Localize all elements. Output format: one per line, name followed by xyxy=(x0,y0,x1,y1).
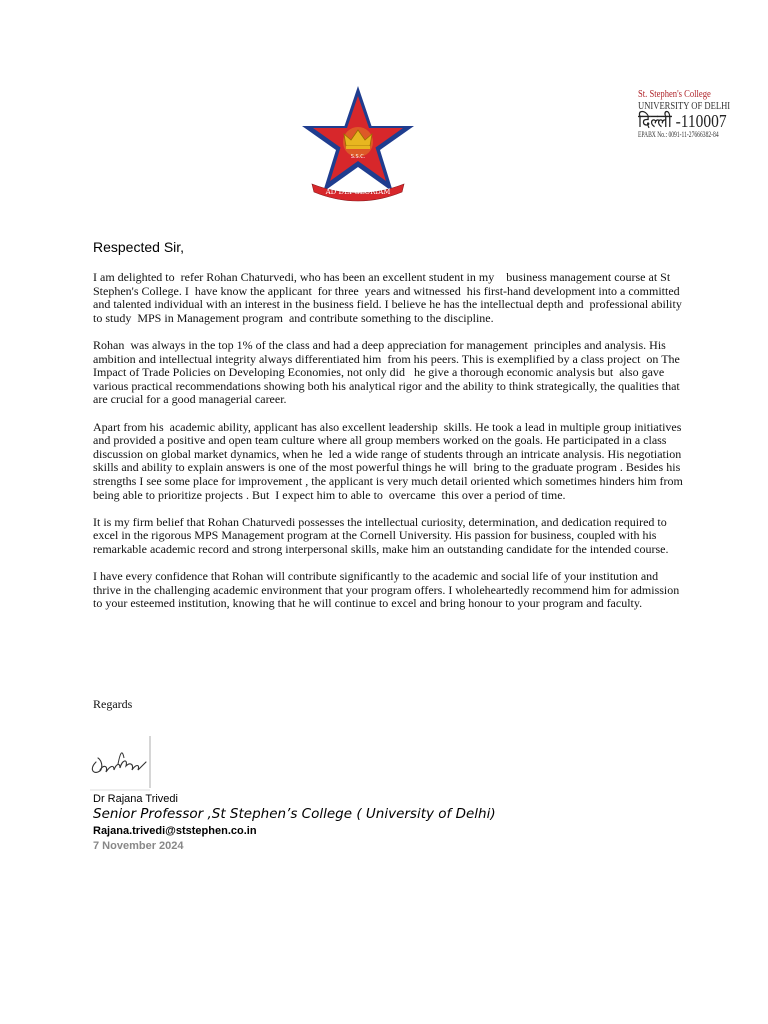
paragraph: I am delighted to refer Rohan Chaturvedi, who has been an excellent student in my business management course at St Stephen's College. I have know the applicant for three years and witnessed his first-hand development into a committed and talented individual with an interest in the business field. I believe he has the intellectual depth and professional ability to study MPS in Management program and contribute something to the discipline. xyxy=(93,270,686,325)
paragraph: Rohan was always in the top 1% of the class and had a deep appreciation for management principles and analysis. His ambition and intellectual integrity always differentiated him from his peers. This is exemplified by a class project on The Impact of Trade Policies on Developing Economies, not only did he give a thorough economic analysis but also gave various practical recommendations showing both his analytical rigor and the ability to think strategically, the qualities that are crucial for a good managerial career. xyxy=(93,337,683,407)
stamp-college-name: St. Stephen's College xyxy=(638,88,711,100)
paragraph: I have every confidence that Rohan will contribute significantly to the academic and social life of your institution and thrive in the challenging academic environment that your program offers. I wholeheartedly recommend him for admission to your esteemed institution, knowing that he will continue to excel and bring honour to your program and faculty. xyxy=(93,569,683,611)
paragraph: It is my firm belief that Rohan Chaturvedi possesses the intellectual curiosity, determination, and dedication required to excel in the rigorous MPS Management program at the Cornell University. His passion for business, coupled with his remarkable academic record and strong interpersonal skills, make him an outstanding candidate for the intended course. xyxy=(93,514,670,556)
closing: Regards xyxy=(93,697,133,711)
signatory-title: Senior Professor ,St Stephen’s College ( University of Delhi) xyxy=(93,806,496,822)
signatory-email[interactable]: Rajana.trivedi@ststephen.co.in xyxy=(93,825,257,837)
letter-date: 7 November 2024 xyxy=(93,840,184,852)
crest-initials: S.S.C. xyxy=(350,154,366,160)
signatory-name: Dr Rajana Trivedi xyxy=(93,793,178,805)
salutation: Respected Sir, xyxy=(93,239,185,255)
letter-body xyxy=(93,270,686,624)
paragraph: Apart from his academic ability, applicant has also excellent leadership skills. He took a lead in multiple group initiatives and provided a positive and open team culture where all group members worked on the goals. He participated in a class discussion on global market dynamics, when he led a wide range of students through an intricate analysis. His negotiation skills and ability to explain answers is one of the most powerful things he will bring to the graduate program . Besides his strengths I see some place for improvement , the applicant is very much detail oriented which sometimes hinders him from being able to prioritize projects . But I expect him to able to overcame this over a period of time. xyxy=(93,419,686,502)
stamp-phone: EPABX No.: 0091-11-27666382-84 xyxy=(638,130,719,139)
stamp-university: UNIVERSITY OF DELHI xyxy=(638,100,731,112)
crest-motto: AD DEI GLORIAM xyxy=(325,188,391,196)
handwritten-signature xyxy=(88,734,154,792)
stamp-city-pin: दिल्ली -110007 xyxy=(638,111,727,131)
college-address-stamp xyxy=(638,88,731,140)
college-crest-logo xyxy=(298,84,418,202)
